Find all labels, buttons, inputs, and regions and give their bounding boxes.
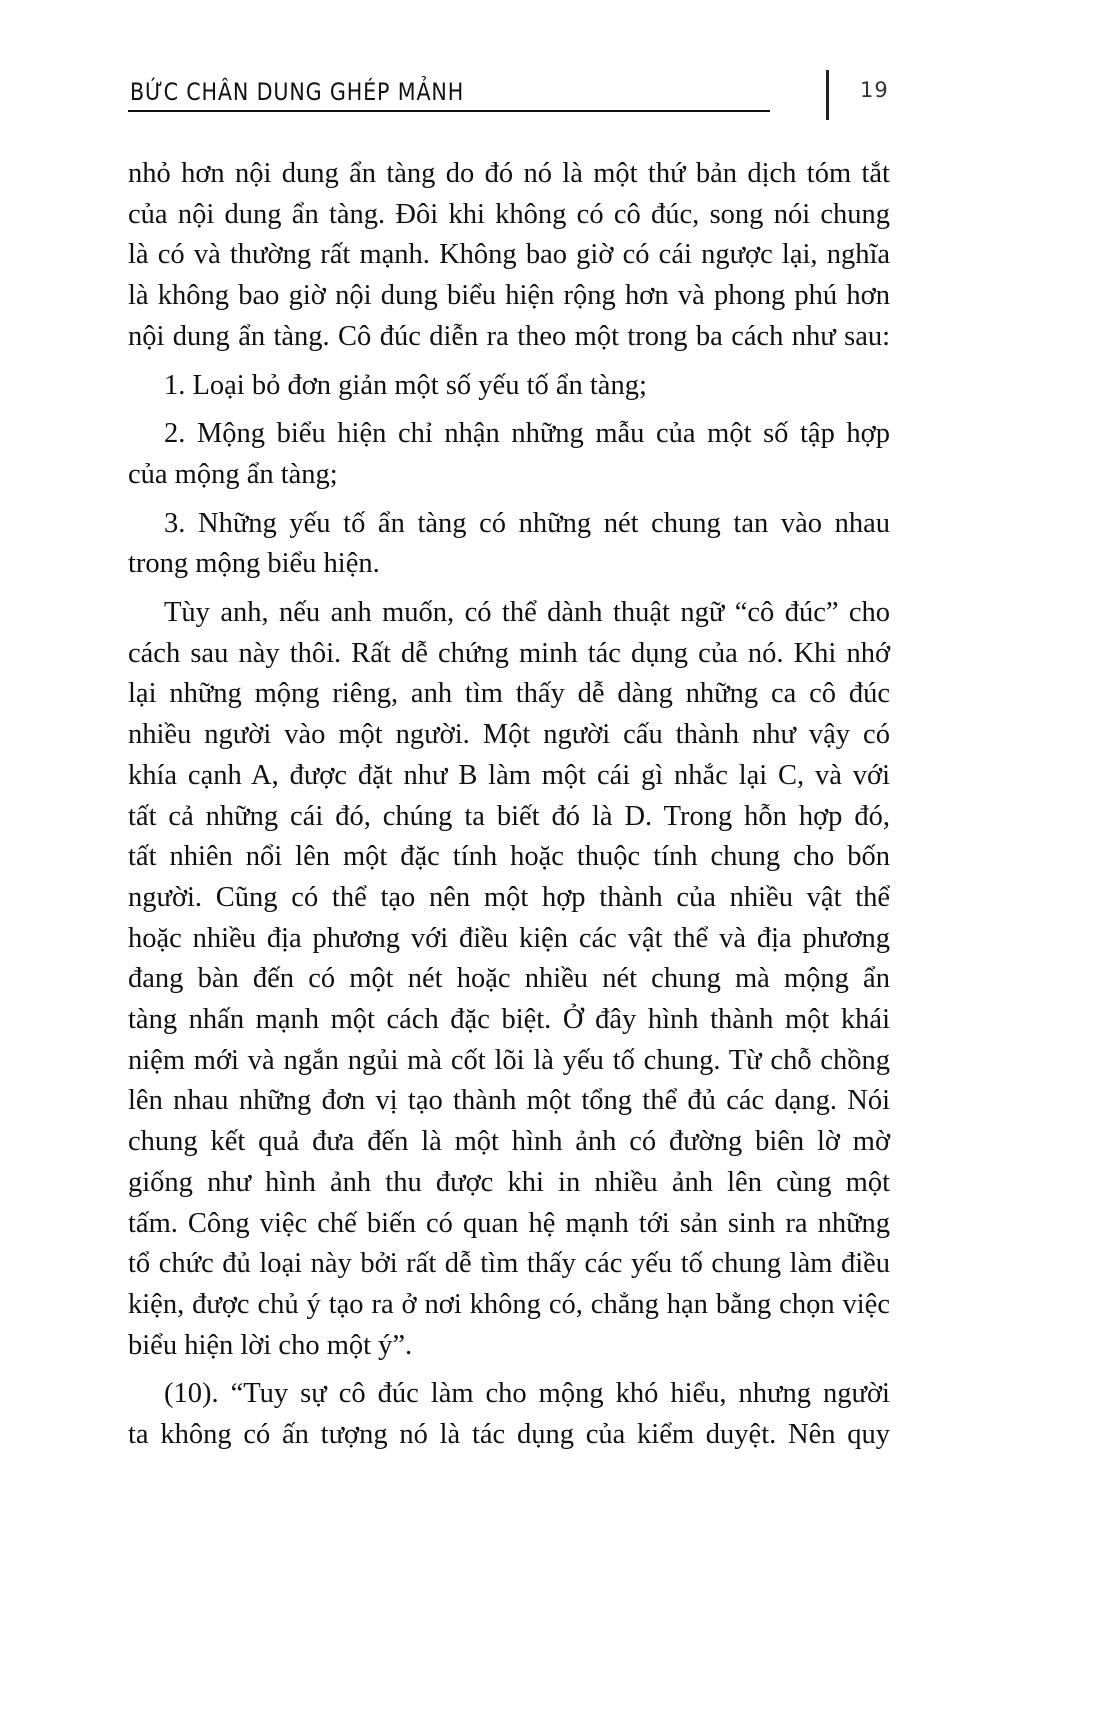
- text-line: 3. Những yếu tố ẩn tàng có những nét chung tan vào nhau: [164, 507, 890, 539]
- text-line: kiện, được chủ ý tạo ra ở nơi không có, chẳng hạn bằng chọn việc: [128, 1288, 890, 1320]
- body-text: [128, 154, 890, 1464]
- text-line: khía cạnh A, được đặt như B làm một cái gì nhắc lại C, và với: [128, 759, 891, 791]
- list-item-2: [128, 414, 890, 495]
- text-line: Tùy anh, nếu anh muốn, có thể dành thuật ngữ “cô đúc” cho: [164, 597, 891, 629]
- text-line: giống như hình ảnh thu được khi in nhiều ảnh lên cùng một: [128, 1166, 890, 1198]
- text-line: đang bàn đến có một nét hoặc nhiều nét chung mà mộng ẩn: [128, 963, 890, 995]
- paragraph-note-10: [128, 1374, 890, 1455]
- text-line: là không bao giờ nội dung biểu hiện rộng hơn và phong phú hơn: [128, 280, 890, 312]
- running-head: [128, 70, 770, 112]
- text-line: tất nhiên nổi lên một đặc tính hoặc thuộc tính chung cho bốn: [128, 841, 890, 873]
- text-line: lên nhau những đơn vị tạo thành một tổng thể đủ các dạng. Nói: [128, 1085, 891, 1117]
- text-line: biểu hiện lời cho một ý”.: [128, 1329, 413, 1361]
- text-line: của nội dung ẩn tàng. Đôi khi không có cô đúc, song nói chung: [128, 198, 891, 230]
- list-item-3: [128, 504, 890, 585]
- text-line: ta không có ấn tượng nó là tác dụng của kiểm duyệt. Nên quy: [128, 1419, 890, 1451]
- text-line: tổ chức đủ loại này bởi rất dễ tìm thấy các yếu tố chung làm điều: [128, 1248, 891, 1280]
- paragraph-continuation: [128, 154, 890, 358]
- text-line: tất cả những cái đó, chúng ta biết đó là D. Trong hỗn hợp đó,: [128, 800, 890, 832]
- text-line: chung kết quả đưa đến là một hình ảnh có đường biên lờ mờ: [128, 1126, 891, 1158]
- text-line: người. Cũng có thể tạo nên một hợp thành của nhiều vật thể: [128, 881, 891, 913]
- text-line: hoặc nhiều địa phương với điều kiện các vật thể và địa phương: [128, 922, 891, 954]
- running-title: BỨC CHÂN DUNG GHÉP MẢNH: [130, 78, 465, 106]
- text-line: tấm. Công việc chế biến có quan hệ mạnh tới sản sinh ra những: [128, 1207, 891, 1239]
- text-line: niệm mới và ngắn ngủi mà cốt lõi là yếu tố chung. Từ chỗ chồng: [128, 1044, 891, 1076]
- text-line: cách sau này thôi. Rất dễ chứng minh tác dụng của nó. Khi nhớ: [128, 637, 891, 669]
- text-line: 2. Mộng biểu hiện chỉ nhận những mẫu của một số tập hợp: [164, 418, 890, 450]
- text-line: của mộng ẩn tàng;: [128, 458, 338, 490]
- paragraph: [128, 593, 890, 1366]
- page-number: 19: [860, 78, 889, 102]
- text-line: là có và thường rất mạnh. Không bao giờ có cái ngược lại, nghĩa: [128, 239, 891, 271]
- text-line: nhỏ hơn nội dung ẩn tàng do đó nó là một thứ bản dịch tóm tắt: [128, 158, 890, 189]
- text-line: nhiều người vào một người. Một người cấu thành như vậy có: [128, 719, 890, 751]
- text-line: trong mộng biểu hiện.: [128, 548, 380, 580]
- text-line: (10). “Tuy sự cô đúc làm cho mộng khó hiểu, nhưng người: [164, 1378, 890, 1410]
- header-divider: [826, 70, 829, 120]
- text-line: 1. Loại bỏ đơn giản một số yếu tố ẩn tàng;: [164, 369, 647, 401]
- text-line: nội dung ẩn tàng. Cô đúc diễn ra theo một trong ba cách như sau:: [128, 320, 891, 352]
- text-line: lại những mộng riêng, anh tìm thấy dễ dàng những ca cô đúc: [128, 678, 890, 710]
- list-item-1: [128, 366, 890, 407]
- text-line: tàng nhấn mạnh một cách đặc biệt. Ở đây hình thành một khái: [128, 1004, 890, 1036]
